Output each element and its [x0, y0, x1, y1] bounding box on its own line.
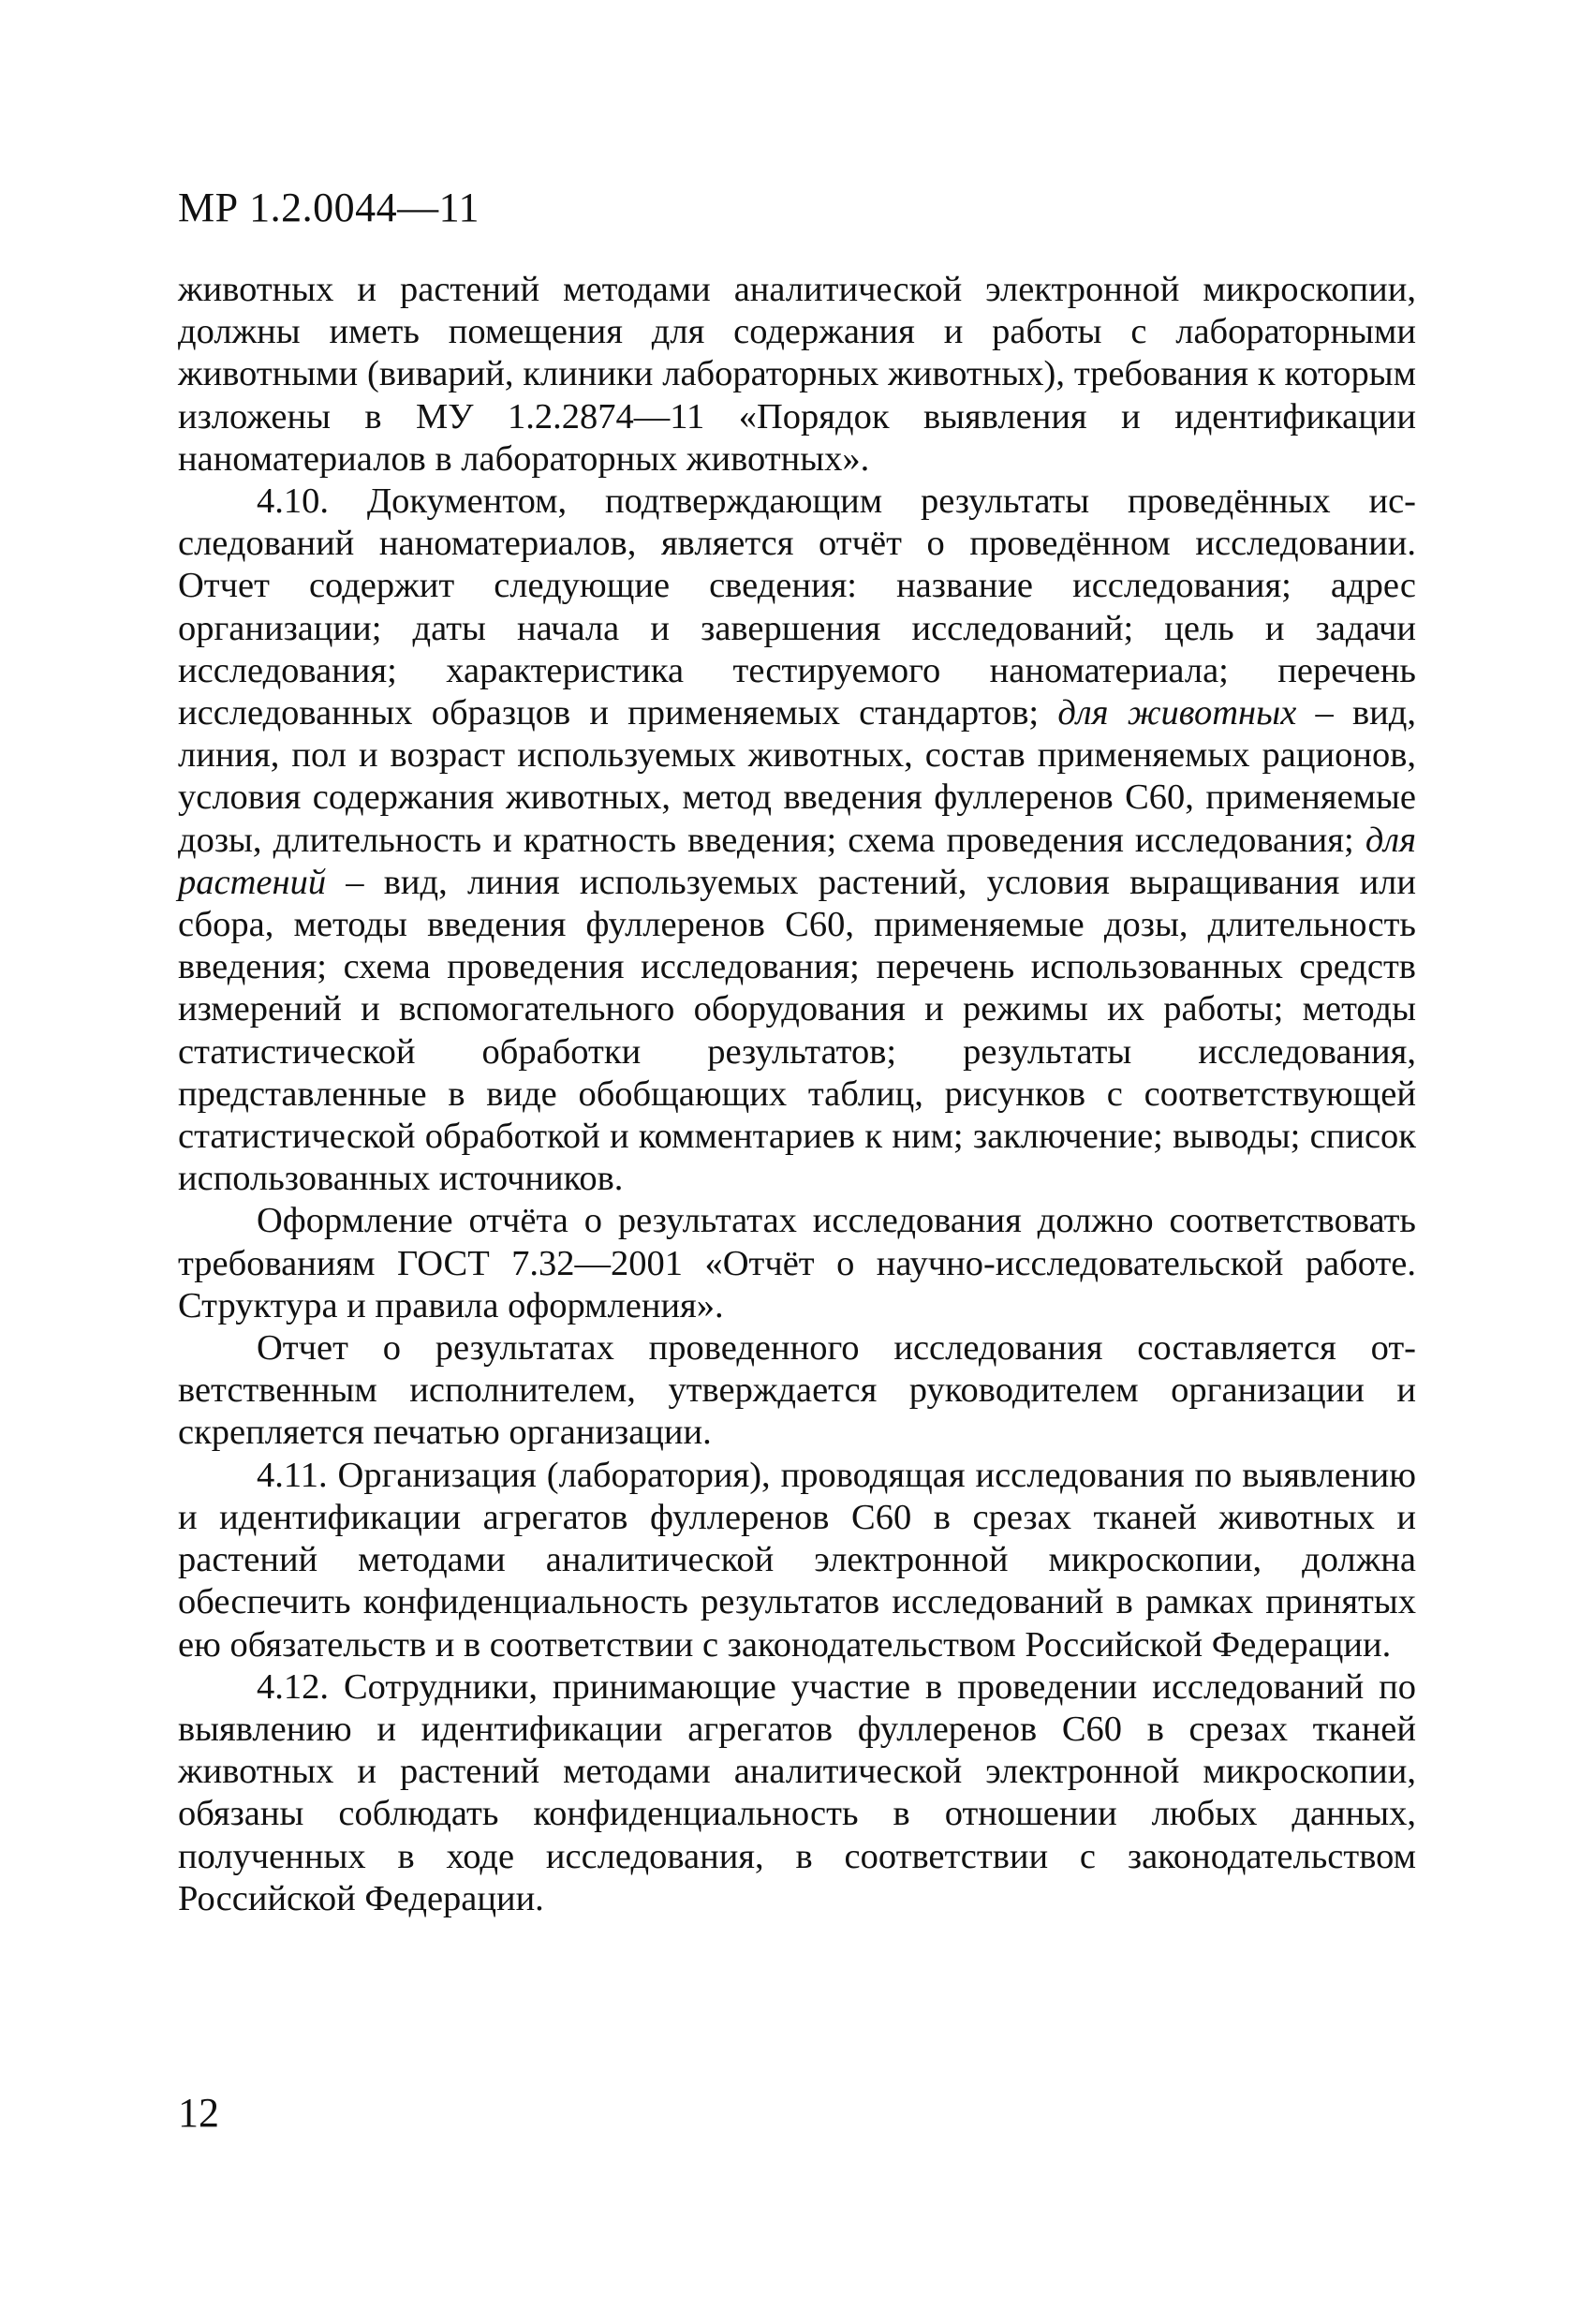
- paragraph-p4: [178, 1455, 1416, 1666]
- text-run: животных и растений методами аналитической электронной микроскопии, должны иметь помещения для содержания и работы с лабораторными животными (виварий, клиники лабораторных животных), требования к которым изложены в МУ 1.2.2874—11 «Порядок выявления и идентификации наноматериалов в лабораторных животных».: [178, 270, 1416, 479]
- text-run: 4.12. Сотрудники, принимающие участие в проведении исследований по выявлению и идентификации агрегатов фуллеренов С60 в срезах тканей животных и растений методами аналитической электронной микроскопии, обязаны соблюдать конфиденциальность в отношении любых данных, полученных в ходе исследования, в соответствии с законодательством Российской Федерации.: [178, 1666, 1416, 1918]
- paragraph-p5: [178, 1666, 1416, 1920]
- page-number: 12: [178, 2090, 219, 2136]
- document-code: МР 1.2.0044—11: [178, 185, 480, 230]
- text-run: 4.10. Документом, подтверждающим результаты проведённых исследований наноматериалов, является отчёт о проведённом исследовании. Отчет содержит следующие сведения: название исследования; адрес организации; даты начала и завершения исследований; цель и задачи исследования; характеристика тестируемого наноматериала; перечень исследованных образцов и применяемых стандартов;: [178, 481, 1416, 733]
- paragraph-p3: [178, 1327, 1416, 1455]
- paragraph-p2: [178, 1200, 1416, 1327]
- italic-run: для растений: [178, 820, 1416, 902]
- text-run: – вид, линия, пол и возраст используемых животных, состав применяемых рационов, условия содержания животных, метод введения фуллеренов С60, применяемые дозы, длительность и кратность введения; схема проведения исследования;: [178, 693, 1416, 860]
- text-run: – вид, линия используемых растений, условия выращивания или сбора, методы введения фуллеренов С60, применяемые дозы, длительность введения; схема проведения исследования; перечень использованных средств измерений и вспомогательного оборудования и режимы их работы; методы статистической обработки результатов; результаты исследования, представленные в виде обобщающих таблиц, рисунков с соответствующей статистической обработкой и комментариев к ним; заключение; выводы; список использованных источников.: [178, 862, 1416, 1199]
- document-body: [178, 269, 1416, 1920]
- italic-run: для животных: [1057, 693, 1297, 733]
- text-run: Отчет о результатах проведенного исследования составляется ответственным исполнителем, утверждается руководителем организации и скрепляется печатью организации.: [178, 1328, 1416, 1453]
- text-run: 4.11. Организация (лаборатория), проводящая исследования по выявлению и идентификации агрегатов фуллеренов С60 в срезах тканей животных и растений методами аналитической электронной микроскопии, должна обеспечить конфиденциальность результатов исследований в рамках принятых ею обязательств и в соответствии с законодательством Российской Федерации.: [178, 1455, 1416, 1665]
- paragraph-p0: [178, 269, 1416, 481]
- paragraph-p1: [178, 481, 1416, 1200]
- text-run: Оформление отчёта о результатах исследования должно соответствовать требованиям ГОСТ 7.32—2001 «Отчёт о научно-исследовательской работе. Структура и правила оформления».: [178, 1201, 1416, 1325]
